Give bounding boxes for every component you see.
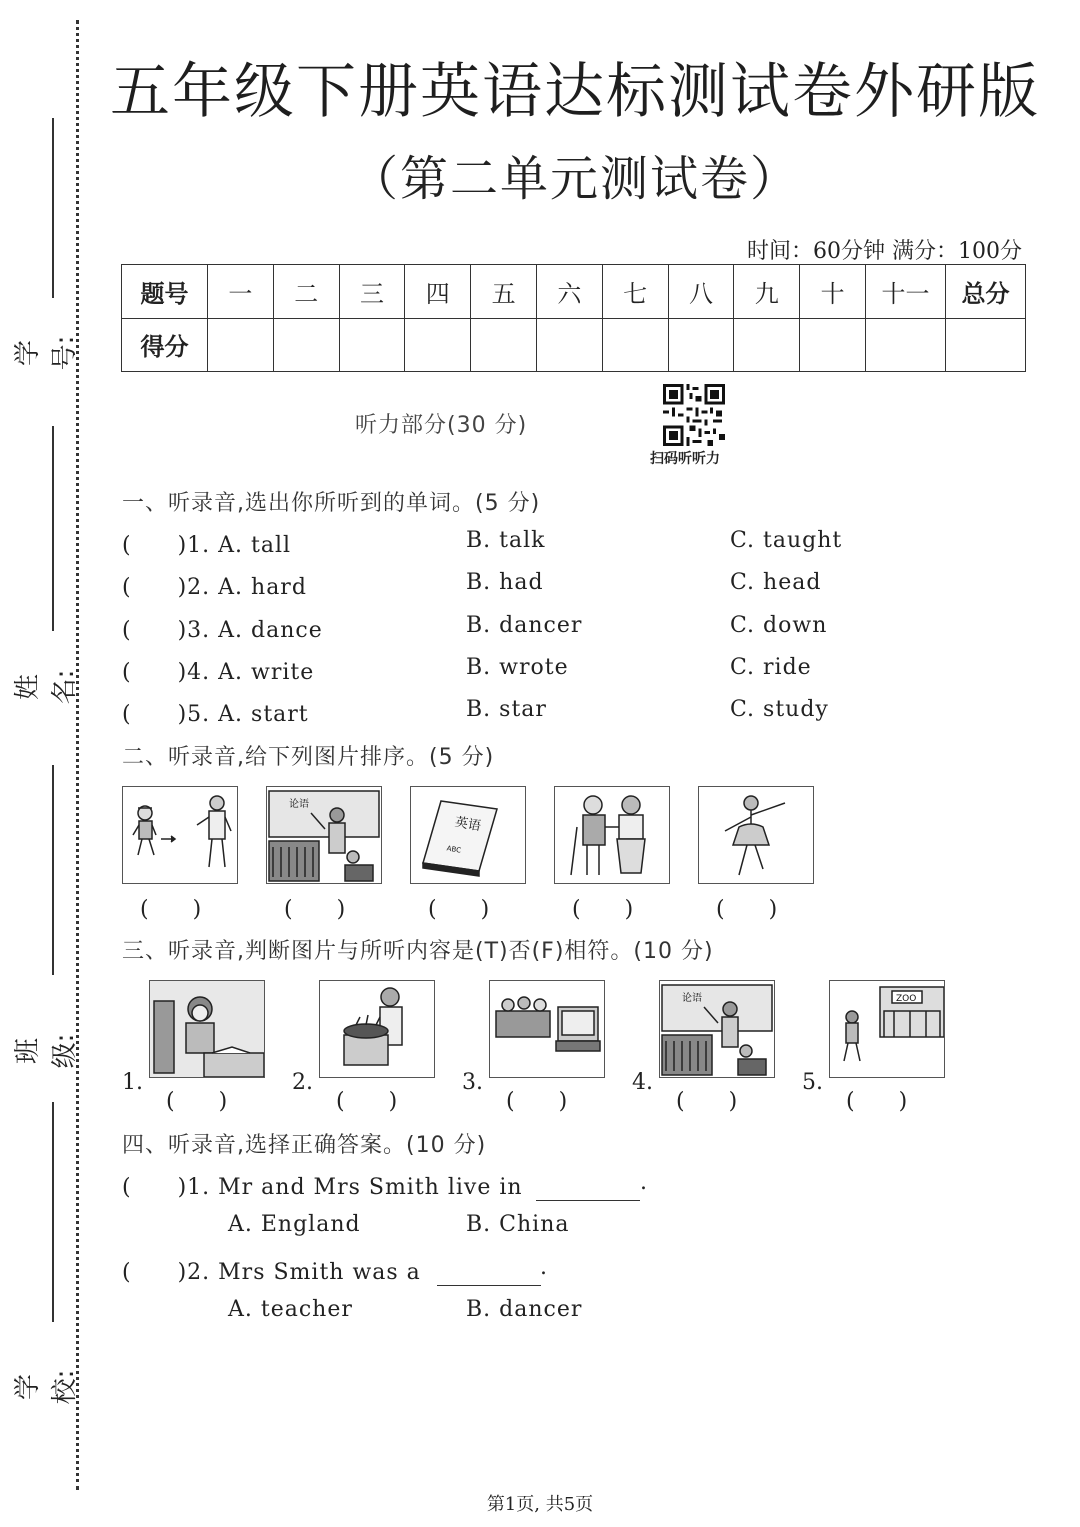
student-id-line — [52, 118, 54, 298]
name-line — [52, 426, 54, 631]
s3-picture-man-cooking — [319, 980, 435, 1078]
s3-zoo-sign-text: ZOO — [896, 994, 917, 1004]
s3-item-number: 3. — [462, 1070, 483, 1095]
section-2-heading: 二、听录音,给下列图片排序。(5 分) — [122, 745, 495, 770]
s2-picture-teacher-blackboard — [266, 786, 382, 884]
s1-q-option-b: B. star — [466, 697, 547, 722]
s3-item-number: 4. — [632, 1070, 653, 1095]
s1-q-option-b: B. talk — [466, 528, 546, 553]
s4-options-row — [122, 1212, 1002, 1244]
s4-answer-blank[interactable] — [437, 1259, 541, 1286]
s1-q-option-c: C. study — [730, 697, 829, 722]
s2-picture-dancer — [698, 786, 814, 884]
s3-item-number: 1. — [122, 1070, 143, 1095]
s3-picture-girl-studying — [149, 980, 265, 1078]
score-input-cell[interactable] — [734, 318, 800, 372]
score-header-cell: 三 — [339, 265, 405, 319]
s3-answer-paren[interactable]: ( ) — [336, 1089, 398, 1114]
s3-picture-teacher-blackboard — [659, 980, 775, 1078]
s1-question-row — [122, 613, 1002, 645]
s3-blackboard-text: 论语 — [682, 993, 702, 1004]
score-header-cell: 八 — [668, 265, 734, 319]
s3-answer-paren[interactable]: ( ) — [676, 1089, 738, 1114]
score-header-cell: 总分 — [946, 265, 1026, 319]
class-line — [52, 765, 54, 975]
score-input-cell[interactable] — [536, 318, 602, 372]
score-input-cell[interactable] — [273, 318, 339, 372]
cut-line — [76, 20, 79, 1490]
score-table — [121, 264, 1026, 372]
time-info: 时间：60分钟 满分：100分 — [747, 239, 1022, 264]
score-table-score-row — [122, 318, 1026, 372]
score-header-cell: 六 — [536, 265, 602, 319]
student-id-label: 学号: — [13, 335, 80, 371]
s2-picture-boy-walking — [122, 786, 238, 884]
school-label: 学校: — [13, 1369, 80, 1405]
s1-q-option-a: ( )2. A. hard — [122, 575, 307, 600]
s3-answer-paren[interactable]: ( ) — [506, 1089, 568, 1114]
score-header-cell: 五 — [471, 265, 537, 319]
s4-option-a: A. teacher — [228, 1297, 353, 1322]
s3-item-number: 5. — [802, 1070, 823, 1095]
s1-q-option-b: B. dancer — [466, 613, 583, 638]
score-table-header-row — [122, 265, 1026, 319]
score-header-cell: 七 — [602, 265, 668, 319]
score-input-cell[interactable] — [800, 318, 866, 372]
score-header-cell: 四 — [405, 265, 471, 319]
score-input-cell[interactable] — [946, 318, 1026, 372]
section-3-heading: 三、听录音,判断图片与所听内容是(T)否(F)相符。(10 分) — [122, 939, 714, 964]
s4-option-b: B. China — [466, 1212, 570, 1237]
s2-answer-paren[interactable]: ( ) — [428, 897, 490, 922]
s3-item-number: 2. — [292, 1070, 313, 1095]
s1-q-option-b: B. wrote — [466, 655, 569, 680]
s4-question-text: ( )1. Mr and Mrs Smith live in — [122, 1175, 523, 1200]
s3-picture-family-watching-tv — [489, 980, 605, 1078]
s1-q-option-c: C. ride — [730, 655, 812, 680]
score-row-label: 得分 — [122, 318, 208, 372]
score-input-cell[interactable] — [668, 318, 734, 372]
s1-q-option-a: ( )4. A. write — [122, 660, 315, 685]
score-input-cell[interactable] — [405, 318, 471, 372]
s3-picture-zoo — [829, 980, 945, 1078]
score-header-cell: 二 — [273, 265, 339, 319]
s4-question-stem — [122, 1170, 1002, 1202]
s4-answer-blank[interactable] — [536, 1174, 640, 1201]
s4-options-row — [122, 1297, 1002, 1329]
s2-picture-english-book — [410, 786, 526, 884]
page-footer: 第1页, 共5页 — [486, 1494, 594, 1515]
s4-question-end: . — [540, 1255, 548, 1280]
s2-book-title-text: 英语 — [453, 815, 482, 835]
listening-section-title: 听力部分(30 分) — [355, 413, 528, 438]
s4-option-b: B. dancer — [466, 1297, 583, 1322]
s2-answer-paren[interactable]: ( ) — [572, 897, 634, 922]
score-input-cell[interactable] — [602, 318, 668, 372]
s4-question-stem — [122, 1255, 1002, 1287]
school-line — [52, 1102, 54, 1322]
s1-q-option-c: C. head — [730, 570, 822, 595]
s1-q-option-a: ( )1. A. tall — [122, 533, 292, 558]
score-input-cell[interactable] — [339, 318, 405, 372]
s3-answer-paren[interactable]: ( ) — [846, 1089, 908, 1114]
s2-book-sub-text: ABC — [446, 844, 462, 855]
s1-q-option-a: ( )5. A. start — [122, 702, 309, 727]
score-input-cell[interactable] — [208, 318, 274, 372]
page-title: 五年级下册英语达标测试卷外研版 — [110, 57, 1040, 127]
s1-question-row — [122, 655, 1002, 687]
page-subtitle: （第二单元测试卷） — [349, 151, 800, 207]
score-header-cell: 十一 — [866, 265, 946, 319]
section-1-heading: 一、听录音,选出你所听到的单词。(5 分) — [122, 491, 541, 516]
score-header-cell: 题号 — [122, 265, 208, 319]
score-header-cell: 十 — [800, 265, 866, 319]
s2-answer-paren[interactable]: ( ) — [716, 897, 778, 922]
score-header-cell: 一 — [208, 265, 274, 319]
s1-question-row — [122, 570, 1002, 602]
score-header-cell: 九 — [734, 265, 800, 319]
s1-question-row — [122, 528, 1002, 560]
s4-question-text: ( )2. Mrs Smith was a — [122, 1260, 421, 1285]
s1-q-option-c: C. taught — [730, 528, 843, 553]
binding-strip — [0, 0, 100, 1527]
s1-q-option-b: B. had — [466, 570, 544, 595]
name-label: 姓名: — [13, 669, 80, 705]
s1-question-row — [122, 697, 1002, 729]
score-input-cell[interactable] — [471, 318, 537, 372]
s2-answer-paren[interactable]: ( ) — [140, 897, 202, 922]
class-label: 班级: — [13, 1033, 80, 1069]
qr-code-icon[interactable] — [663, 384, 725, 446]
s1-q-option-c: C. down — [730, 613, 828, 638]
s4-option-a: A. England — [228, 1212, 361, 1237]
score-input-cell[interactable] — [866, 318, 946, 372]
s2-blackboard-text: 论语 — [289, 799, 309, 810]
qr-label: 扫码听听力 — [650, 451, 720, 467]
section-4-heading: 四、听录音,选择正确答案。(10 分) — [122, 1133, 487, 1158]
s2-answer-paren[interactable]: ( ) — [284, 897, 346, 922]
s3-answer-paren[interactable]: ( ) — [166, 1089, 228, 1114]
s4-question-end: . — [640, 1170, 648, 1195]
s2-picture-old-couple — [554, 786, 670, 884]
s1-q-option-a: ( )3. A. dance — [122, 618, 323, 643]
